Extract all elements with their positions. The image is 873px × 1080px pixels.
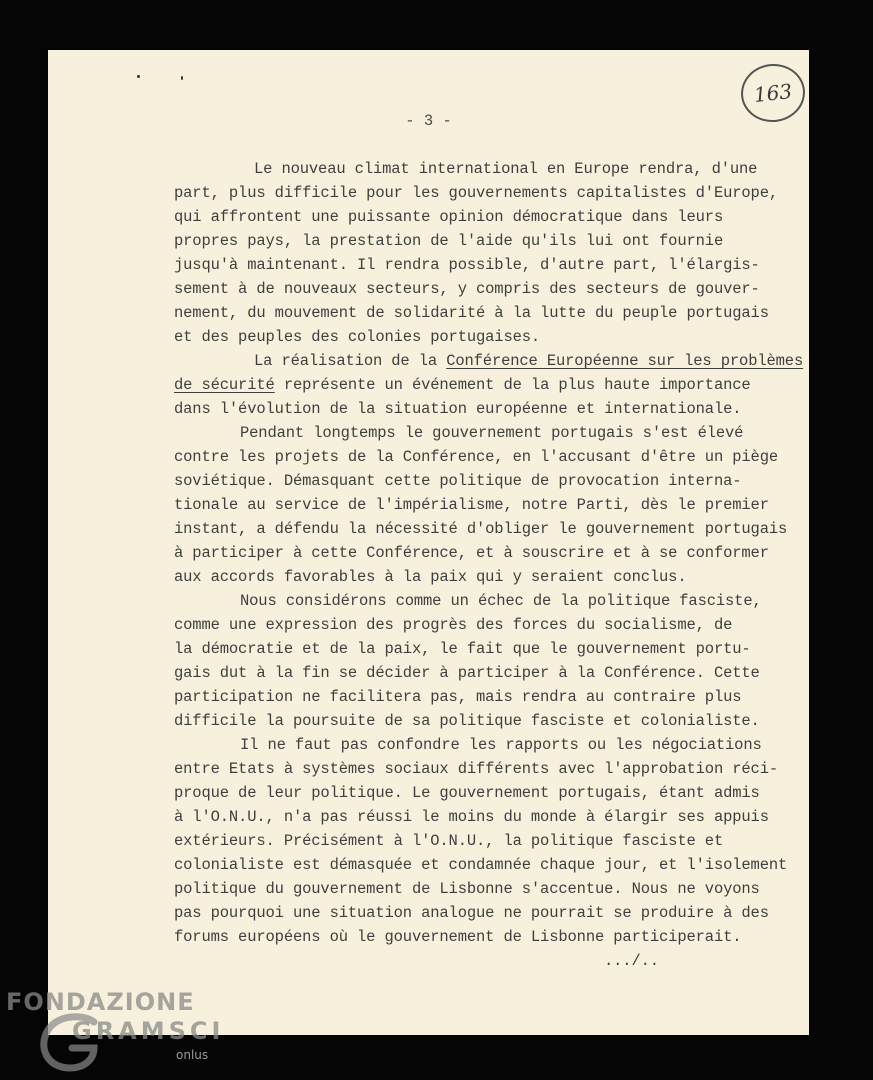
line-text: entre Etats à systèmes sociaux différents avec l'approbation réci-	[174, 760, 779, 778]
watermark-title: FONDAZIONE	[6, 988, 195, 1016]
text-line	[174, 709, 799, 733]
text-line	[174, 589, 799, 613]
text-line	[174, 349, 804, 373]
line-text: qui affrontent une puissante opinion démocratique dans leurs	[174, 208, 724, 226]
line-text: politique du gouvernement de Lisbonne s'accentue. Nous ne voyons	[174, 880, 760, 898]
text-line	[174, 253, 799, 277]
line-text: Il ne faut pas confondre les rapports ou les négociations	[240, 736, 762, 754]
text-line	[174, 157, 799, 181]
line-text: représente un événement de la plus haute importance	[274, 376, 751, 394]
line-text: Nous considérons comme un échec de la politique fasciste,	[240, 592, 762, 610]
text-line	[174, 325, 799, 349]
text-line	[174, 565, 799, 589]
line-text: La réalisation de la	[254, 352, 447, 370]
line-text: contre les projets de la Conférence, en l'accusant d'être un piège	[174, 448, 779, 466]
text-line	[174, 757, 799, 781]
text-line	[174, 469, 799, 493]
watermark-subtitle: GRAMSCI	[72, 1017, 225, 1045]
text-line	[174, 517, 799, 541]
line-text: la démocratie et de la paix, le fait que le gouvernement portu-	[174, 640, 751, 658]
underlined-text: Conférence Européenne sur les problèmes	[446, 352, 804, 370]
line-text: difficile la poursuite de sa politique fasciste et colonialiste.	[174, 712, 760, 730]
archive-watermark	[6, 988, 266, 1078]
text-line	[174, 277, 799, 301]
text-line	[174, 853, 799, 877]
line-text: pas pourquoi une situation analogue ne pourrait se produire à des	[174, 904, 769, 922]
line-text: aux accords favorables à la paix qui y seraient conclus.	[174, 568, 687, 586]
text-line	[174, 445, 799, 469]
line-text: et des peuples des colonies portugaises.	[174, 328, 541, 346]
text-line	[174, 661, 799, 685]
line-text: gais dut à la fin se décider à participer à la Conférence. Cette	[174, 664, 760, 682]
text-line	[174, 205, 799, 229]
body-text	[174, 157, 804, 973]
line-text: nement, du mouvement de solidarité à la lutte du peuple portugais	[174, 304, 769, 322]
line-text: instant, a défendu la nécessité d'obliger le gouvernement portugais	[174, 520, 788, 538]
line-text: Le nouveau climat international en Europe rendra, d'une	[254, 160, 758, 178]
text-line	[174, 949, 799, 973]
line-text: proque de leur politique. Le gouvernement portugais, étant admis	[174, 784, 760, 802]
line-text: jusqu'à maintenant. Il rendra possible, d'autre part, l'élargis-	[174, 256, 760, 274]
watermark-onlus: onlus	[176, 1048, 209, 1062]
text-line	[174, 637, 799, 661]
line-text: part, plus difficile pour les gouvernements capitalistes d'Europe,	[174, 184, 779, 202]
underlined-text: de sécurité	[174, 376, 275, 394]
text-line	[174, 181, 799, 205]
line-text: participation ne facilitera pas, mais rendra au contraire plus	[174, 688, 742, 706]
text-line	[174, 805, 799, 829]
line-text: extérieurs. Précisément à l'O.N.U., la politique fasciste et	[174, 832, 724, 850]
line-text: colonialiste est démasquée et condamnée chaque jour, et l'isolement	[174, 856, 788, 874]
text-line	[174, 781, 799, 805]
archive-number-stamp: 163	[738, 61, 808, 125]
line-text: forums européens où le gouvernement de Lisbonne participerait.	[174, 928, 742, 946]
text-line	[174, 541, 799, 565]
text-line	[174, 685, 799, 709]
text-line	[174, 901, 799, 925]
line-text: .../..	[604, 952, 659, 970]
line-text: tionale au service de l'impérialisme, notre Parti, dès le premier	[174, 496, 769, 514]
text-line	[174, 373, 799, 397]
text-line	[174, 229, 799, 253]
line-text: à participer à cette Conférence, et à souscrire et à se conformer	[174, 544, 769, 562]
paper-speck	[181, 76, 183, 80]
text-line	[174, 397, 799, 421]
line-text: Pendant longtemps le gouvernement portugais s'est élevé	[240, 424, 744, 442]
text-line	[174, 733, 799, 757]
document-page	[48, 50, 809, 1035]
text-line	[174, 829, 799, 853]
line-text: dans l'évolution de la situation européenne et internationale.	[174, 400, 742, 418]
line-text: propres pays, la prestation de l'aide qu'ils lui ont fournie	[174, 232, 724, 250]
line-text: sement à de nouveaux secteurs, y compris des secteurs de gouver-	[174, 280, 760, 298]
text-line	[174, 877, 799, 901]
text-line	[174, 301, 799, 325]
line-text: comme une expression des progrès des forces du socialisme, de	[174, 616, 733, 634]
text-line	[174, 493, 799, 517]
paper-speck	[137, 75, 140, 78]
text-line	[174, 925, 799, 949]
line-text: à l'O.N.U., n'a pas réussi le moins du monde à élargir ses appuis	[174, 808, 769, 826]
page-number: - 3 -	[405, 112, 452, 130]
text-line	[174, 613, 799, 637]
text-line	[174, 421, 799, 445]
line-text: soviétique. Démasquant cette politique de provocation interna-	[174, 472, 742, 490]
